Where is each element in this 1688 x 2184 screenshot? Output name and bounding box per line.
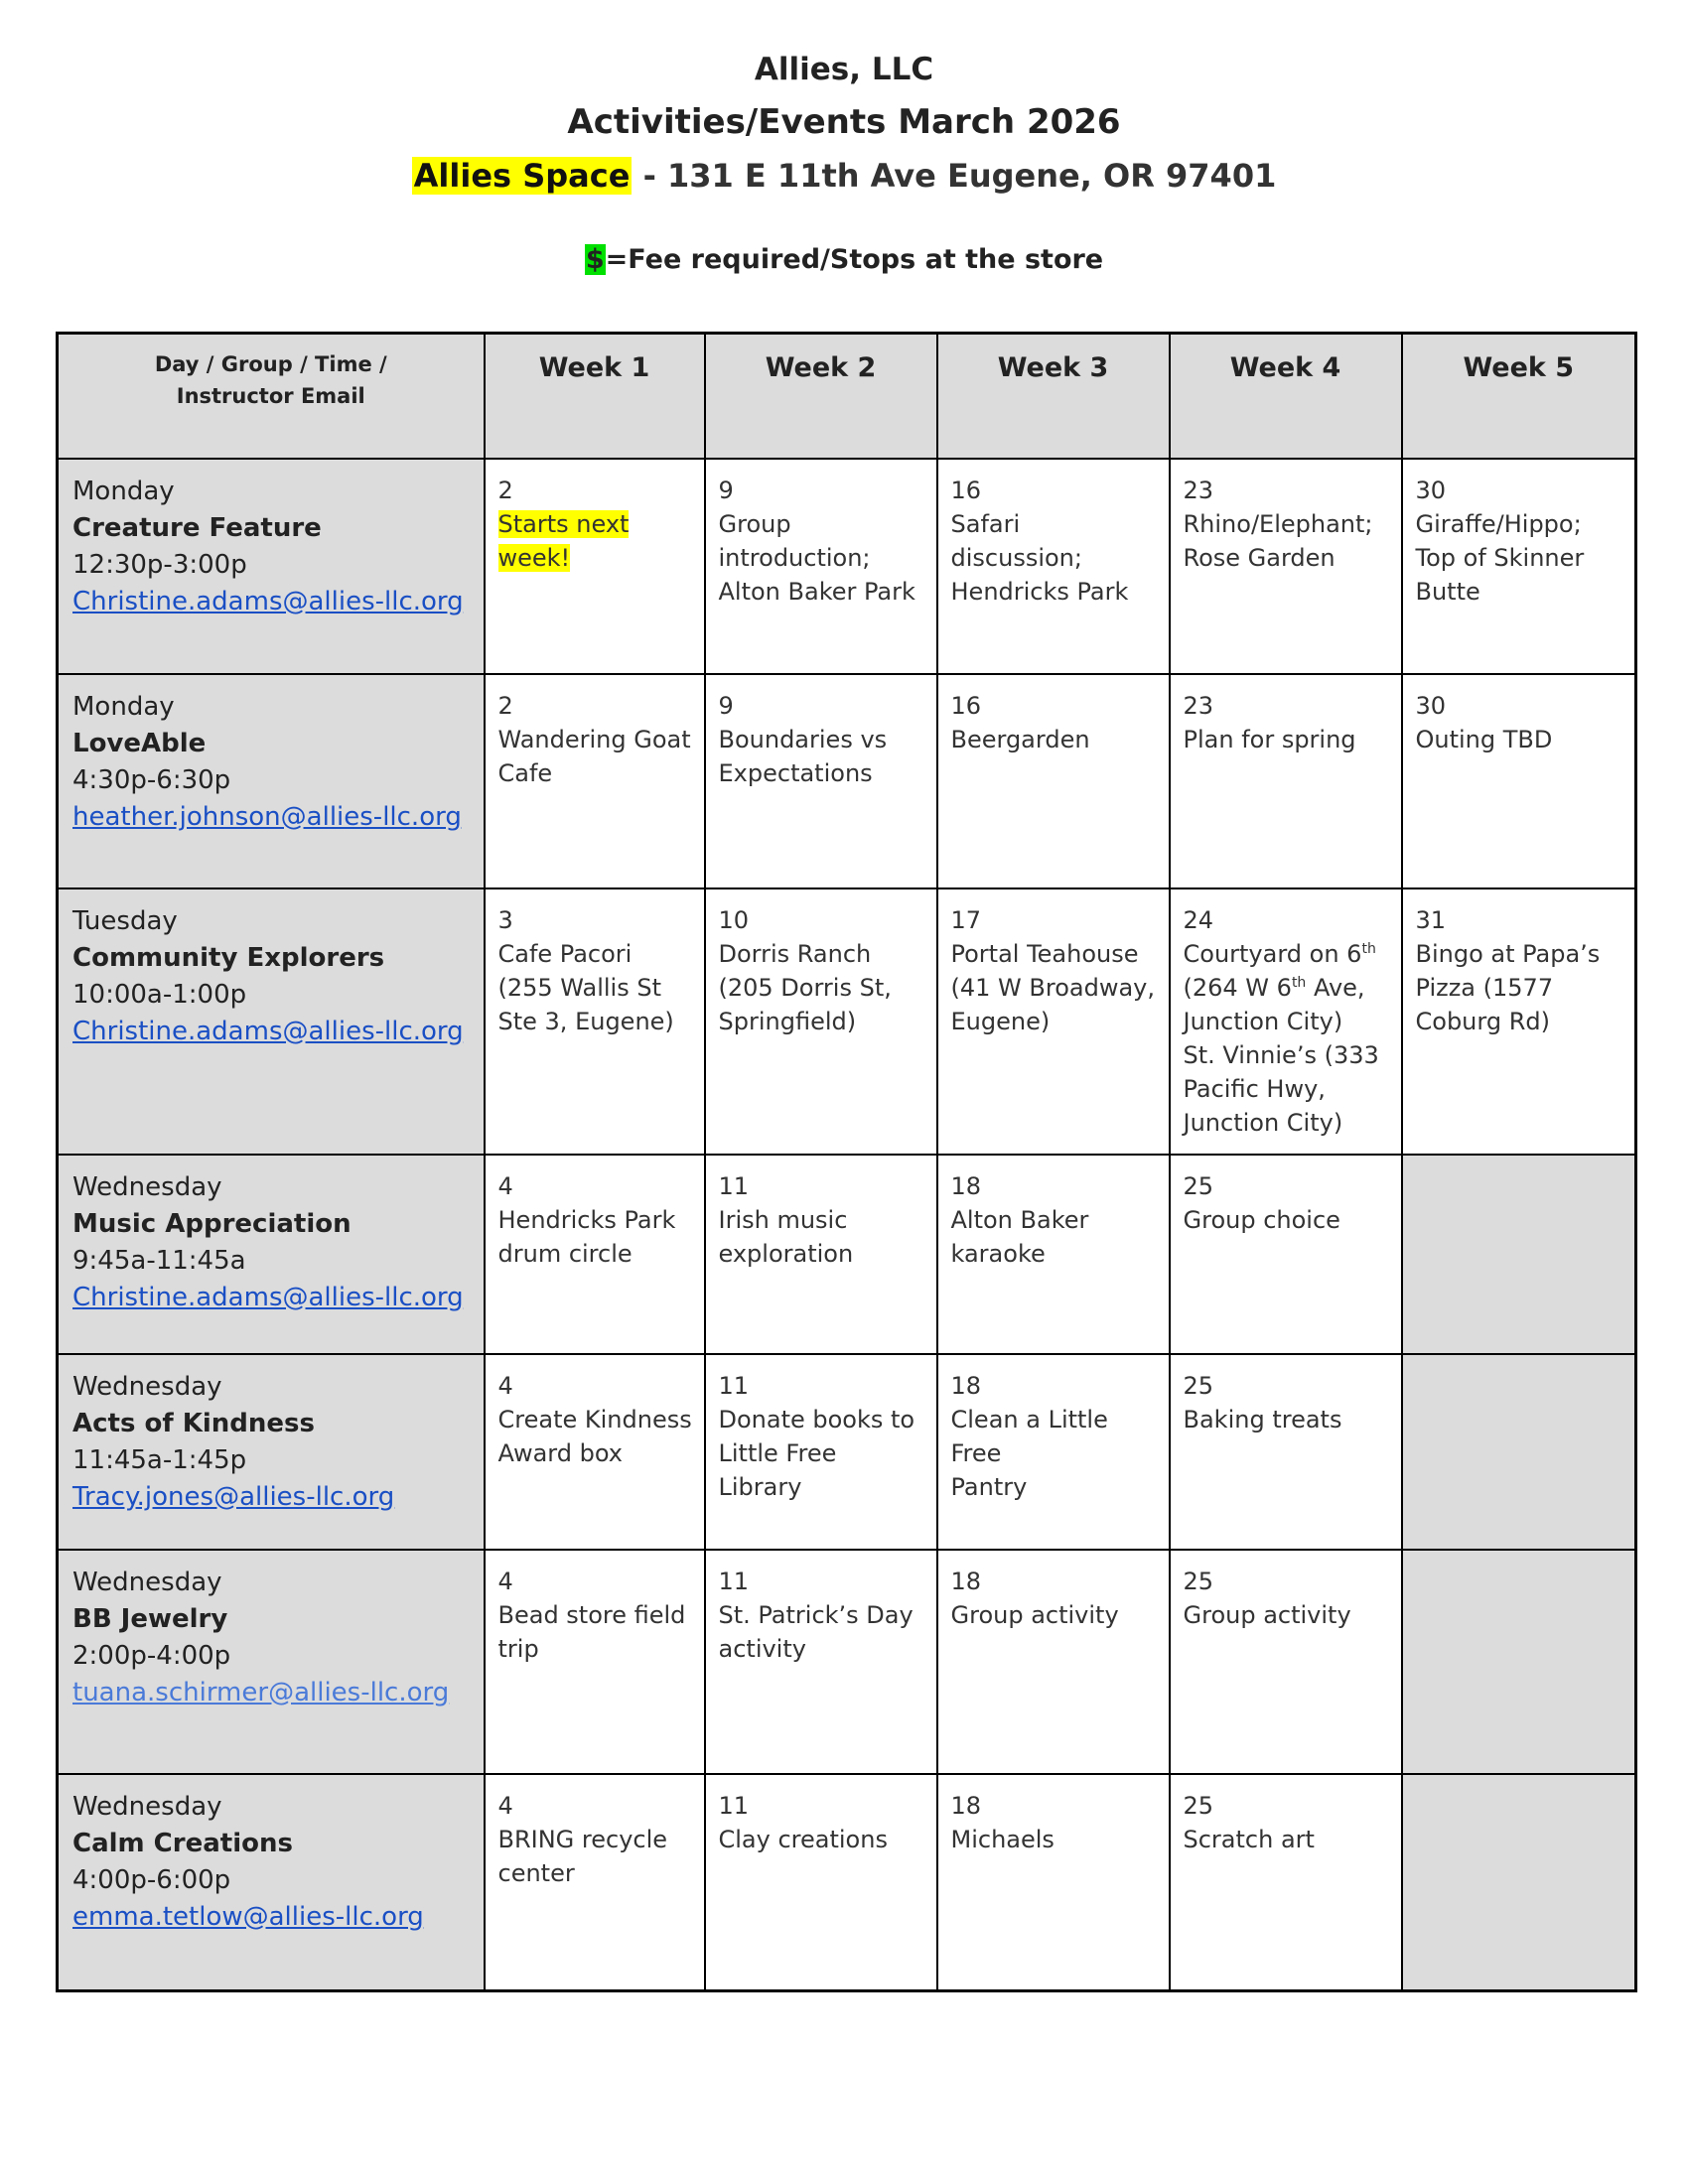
header-day-group-line1: Day / Group / Time / xyxy=(154,352,387,376)
group-time: 2:00p-4:00p xyxy=(72,1640,231,1671)
activity-text xyxy=(498,507,694,575)
activity-date: 30 xyxy=(1415,476,1447,504)
group-name: Acts of Kindness xyxy=(72,1408,315,1438)
fee-legend xyxy=(0,244,1688,275)
activity-text: Bead store field trip xyxy=(497,1600,686,1663)
activity-text: Bingo at Papa’s Pizza (1577 Coburg Rd) xyxy=(1415,939,1601,1035)
instructor-email-link[interactable]: heather.johnson@allies-llc.org xyxy=(72,801,462,832)
group-day: Monday xyxy=(72,476,175,506)
group-day: Wednesday xyxy=(72,1791,222,1822)
group-time: 4:30p-6:30p xyxy=(72,764,231,795)
activity-text: Alton Baker karaoke xyxy=(950,1205,1089,1268)
activity-date: 11 xyxy=(718,1567,750,1595)
group-time: 12:30p-3:00p xyxy=(72,549,247,580)
activity-cell xyxy=(1170,1354,1402,1550)
activity-cell xyxy=(705,1155,937,1354)
activity-cell xyxy=(485,1550,705,1774)
activity-text: Hendricks Park drum circle xyxy=(497,1205,676,1268)
activity-text: Boundaries vs Expectations xyxy=(718,725,888,787)
activity-date: 18 xyxy=(950,1371,982,1400)
table-row xyxy=(58,1155,1636,1354)
activity-date: 3 xyxy=(497,905,513,934)
activity-date: 4 xyxy=(497,1791,513,1820)
activity-cell xyxy=(705,674,937,888)
activity-text: Dorris Ranch (205 Dorris St, Springfield) xyxy=(718,939,892,1035)
activity-cell xyxy=(705,1774,937,1991)
header-week-1: Week 1 xyxy=(485,334,705,459)
table-row xyxy=(58,1550,1636,1774)
page-title: Activities/Events March 2026 xyxy=(567,102,1121,142)
group-time: 10:00a-1:00p xyxy=(72,979,247,1010)
activity-date: 11 xyxy=(718,1171,750,1200)
activity-cell xyxy=(937,1774,1170,1991)
activity-date: 2 xyxy=(497,476,513,504)
activity-date: 23 xyxy=(1183,691,1214,720)
activity-text: Outing TBD xyxy=(1415,725,1553,753)
activity-date: 18 xyxy=(950,1791,982,1820)
fee-note: =Fee required/Stops at the store xyxy=(605,244,1104,275)
activity-date: 25 xyxy=(1183,1567,1214,1595)
activity-cell xyxy=(1170,1155,1402,1354)
activity-date: 23 xyxy=(1183,476,1214,504)
activity-date: 31 xyxy=(1415,905,1447,934)
activity-date: 30 xyxy=(1415,691,1447,720)
activity-text: Group choice xyxy=(1183,1205,1340,1234)
activity-cell xyxy=(1402,459,1636,674)
empty-cell xyxy=(1402,1774,1636,1991)
activity-date: 11 xyxy=(718,1371,750,1400)
activity-cell xyxy=(705,459,937,674)
activity-date: 4 xyxy=(497,1371,513,1400)
group-info xyxy=(58,674,485,888)
activity-date: 18 xyxy=(950,1171,982,1200)
location-line xyxy=(0,157,1688,195)
header-week-4: Week 4 xyxy=(1170,334,1402,459)
activity-date: 9 xyxy=(718,691,734,720)
ordinal-suffix: th xyxy=(1291,974,1307,991)
header-week-2: Week 2 xyxy=(705,334,937,459)
activity-text: Donate books to Little Free Library xyxy=(718,1405,915,1501)
activity-date: 11 xyxy=(718,1791,750,1820)
activity-text: Clean a Little Free Pantry xyxy=(950,1405,1108,1501)
activity-cell xyxy=(485,674,705,888)
group-name: Community Explorers xyxy=(72,942,385,973)
activity-text-c: Ave, xyxy=(1306,973,1365,1002)
activity-text: BRING recycle center xyxy=(497,1825,668,1887)
table-row xyxy=(58,459,1636,674)
table-row xyxy=(58,1774,1636,1991)
group-name: BB Jewelry xyxy=(72,1603,228,1634)
activity-cell xyxy=(937,459,1170,674)
activity-cell xyxy=(485,1354,705,1550)
activity-cell xyxy=(1402,674,1636,888)
fee-symbol: $ xyxy=(585,244,605,275)
schedule-table xyxy=(56,332,1637,1992)
group-name: LoveAble xyxy=(72,728,207,758)
activity-text: Beergarden xyxy=(950,725,1090,753)
activity-text: Rhino/Elephant; Rose Garden xyxy=(1183,509,1373,572)
group-day: Wednesday xyxy=(72,1171,222,1202)
activity-date: 9 xyxy=(718,476,734,504)
activity-date: 4 xyxy=(497,1171,513,1200)
activity-cell xyxy=(485,1155,705,1354)
instructor-email-link[interactable]: emma.tetlow@allies-llc.org xyxy=(72,1901,424,1932)
group-day: Wednesday xyxy=(72,1371,222,1402)
group-name: Calm Creations xyxy=(72,1828,293,1858)
table-row xyxy=(58,674,1636,888)
activity-text-a: Courtyard on 6 xyxy=(1183,939,1362,968)
activity-cell xyxy=(705,1550,937,1774)
ordinal-suffix: th xyxy=(1361,940,1376,957)
activity-text: Cafe Pacori (255 Wallis St Ste 3, Eugene) xyxy=(497,939,674,1035)
activity-date: 24 xyxy=(1183,905,1214,934)
activity-text-b: (264 W 6 xyxy=(1183,973,1292,1002)
activity-cell xyxy=(937,1155,1170,1354)
header-week-3: Week 3 xyxy=(937,334,1170,459)
activity-cell xyxy=(937,1550,1170,1774)
activity-cell xyxy=(937,1354,1170,1550)
empty-cell xyxy=(1402,1550,1636,1774)
group-day: Tuesday xyxy=(72,905,178,936)
instructor-email-link[interactable]: Christine.adams@allies-llc.org xyxy=(72,1282,464,1312)
instructor-email-link[interactable]: Christine.adams@allies-llc.org xyxy=(72,586,464,616)
activity-text: Irish music exploration xyxy=(718,1205,854,1268)
activity-date: 10 xyxy=(718,905,750,934)
activity-text: St. Patrick’s Day activity xyxy=(718,1600,914,1663)
activity-cell xyxy=(485,1774,705,1991)
activity-cell xyxy=(1170,888,1402,1155)
table-row xyxy=(58,888,1636,1155)
activity-date: 16 xyxy=(950,476,982,504)
location-name: Allies Space xyxy=(413,157,631,195)
activity-cell xyxy=(1170,1550,1402,1774)
activity-date: 16 xyxy=(950,691,982,720)
company-name: Allies, LLC xyxy=(754,52,934,87)
activity-date: 17 xyxy=(950,905,982,934)
activity-text: Portal Teahouse (41 W Broadway, Eugene) xyxy=(950,939,1155,1035)
header-row xyxy=(58,334,1636,459)
group-info xyxy=(58,459,485,674)
group-info xyxy=(58,1155,485,1354)
activity-cell xyxy=(705,888,937,1155)
activity-text: Group activity xyxy=(1183,1600,1351,1629)
activity-cell xyxy=(937,888,1170,1155)
group-info xyxy=(58,1774,485,1991)
activity-text: Safari discussion; Hendricks Park xyxy=(950,509,1129,606)
activity-date: 25 xyxy=(1183,1171,1214,1200)
empty-cell xyxy=(1402,1354,1636,1550)
activity-text: Scratch art xyxy=(1183,1825,1315,1853)
group-info xyxy=(58,1354,485,1550)
activity-cell xyxy=(1170,459,1402,674)
activity-text: Create Kindness Award box xyxy=(497,1405,692,1467)
group-info xyxy=(58,1550,485,1774)
table-row xyxy=(58,1354,1636,1550)
activity-text: Group activity xyxy=(950,1600,1119,1629)
activity-text xyxy=(1184,937,1391,1140)
activity-date: 25 xyxy=(1183,1791,1214,1820)
empty-cell xyxy=(1402,1155,1636,1354)
group-time: 4:00p-6:00p xyxy=(72,1864,231,1895)
activity-date: 25 xyxy=(1183,1371,1214,1400)
activity-cell xyxy=(1170,674,1402,888)
location-address: - 131 E 11th Ave Eugene, OR 97401 xyxy=(632,157,1277,195)
activity-date: 4 xyxy=(497,1567,513,1595)
header-week-5: Week 5 xyxy=(1402,334,1636,459)
group-day: Wednesday xyxy=(72,1567,222,1597)
activity-text: Baking treats xyxy=(1183,1405,1342,1433)
activity-text: Michaels xyxy=(950,1825,1055,1853)
activity-cell xyxy=(937,674,1170,888)
activity-text: Giraffe/Hippo; Top of Skinner Butte xyxy=(1415,509,1585,606)
activity-text: Wandering Goat Cafe xyxy=(497,725,691,787)
activity-text: Clay creations xyxy=(718,1825,888,1853)
activity-cell xyxy=(485,888,705,1155)
group-time: 11:45a-1:45p xyxy=(72,1444,247,1475)
group-name: Music Appreciation xyxy=(72,1208,352,1239)
activity-text-d: Junction City) St. Vinnie’s (333 Pacific Hwy, Junction City) xyxy=(1183,1007,1379,1137)
group-time: 9:45a-11:45a xyxy=(72,1245,246,1276)
activity-cell xyxy=(705,1354,937,1550)
instructor-email-link[interactable]: tuana.schirmer@allies-llc.org xyxy=(72,1677,450,1707)
instructor-email-link[interactable]: Christine.adams@allies-llc.org xyxy=(72,1016,464,1046)
header-day-group-line2: Instructor Email xyxy=(176,384,365,408)
activity-date: 2 xyxy=(497,691,513,720)
highlighted-note: Starts next week! xyxy=(497,509,630,572)
activity-date: 18 xyxy=(950,1567,982,1595)
group-name: Creature Feature xyxy=(72,512,322,543)
activity-cell xyxy=(1402,888,1636,1155)
header-day-group xyxy=(58,334,485,459)
activity-text: Plan for spring xyxy=(1183,725,1356,753)
activity-cell xyxy=(485,459,705,674)
instructor-email-link[interactable]: Tracy.jones@allies-llc.org xyxy=(72,1481,395,1512)
activity-cell xyxy=(1170,1774,1402,1991)
activity-text: Group introduction; Alton Baker Park xyxy=(718,509,915,606)
group-day: Monday xyxy=(72,691,175,722)
group-info xyxy=(58,888,485,1155)
